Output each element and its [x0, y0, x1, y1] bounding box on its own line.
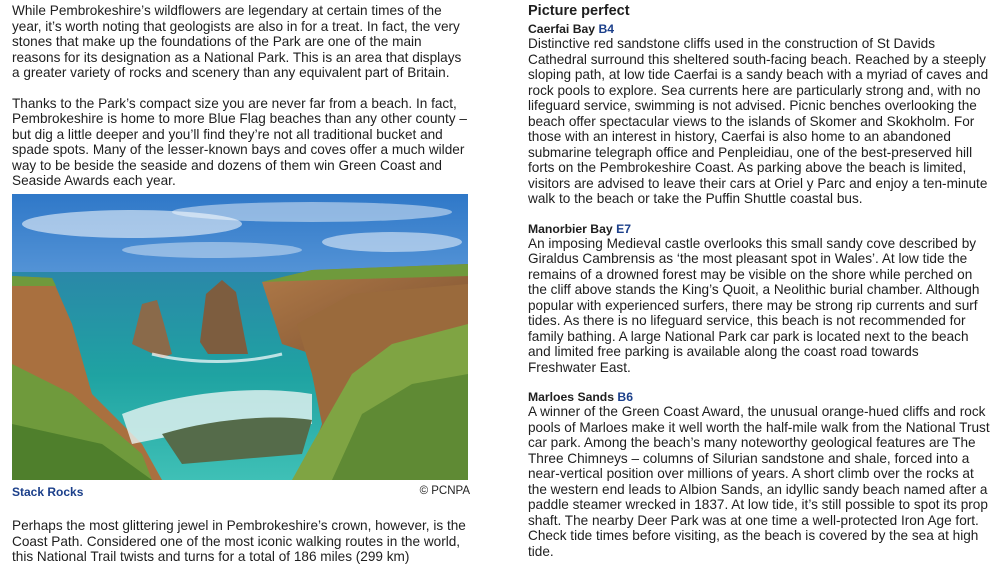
intro-paragraph-geology: While Pembrokeshire’s wildflowers are legendary at certain times of the year, it’s worth noting that geologists are also in for a treat. In fact, the very stones that make up the foundations of the Park are one of the main reasons for its designation as a National Park. This is an area that displays a greater variety of rocks and scenery than any equivalent part of Britain.	[12, 3, 462, 80]
map-grid-ref: B6	[617, 390, 634, 404]
photo-credit: © PCNPA	[419, 485, 470, 497]
beach-heading	[528, 222, 990, 236]
beach-entry-manorbier	[528, 222, 990, 376]
beach-description: A winner of the Green Coast Award, the unusual orange-hued cliffs and rock pools of Marloes make it well worth the half-mile walk from the National Trust car park. Among the beach’s many noteworthy geological features are The Three Chimneys – columns of Silurian sandstone and shale, forced into a near-vertical position over millions of years. A short climb over the rocks at the western end leads to Albion Sands, an idyllic sandy beach named after a paddle steamer wrecked in 1837. At low tide, it’s still possible to spot its prop shaft. The nearby Deer Park was at one time a well-protected Iron Age fort. Check tide times before visiting, as the beach is covered by the sea at high tide.	[528, 404, 990, 559]
beach-entry-caerfai	[528, 22, 990, 207]
beach-heading	[528, 22, 990, 36]
beach-name: Manorbier Bay	[528, 221, 613, 236]
beach-description: Distinctive red sandstone cliffs used in the construction of St Davids Cathedral surround this sheltered south-facing beach. Reached by a steeply sloping path, at low tide Caerfai is a sandy beach with a myriad of caves and rock pools to explore. Sea currents here are particularly strong and, with no lifeguard service, swimming is not advised. Picnic benches overlooking the beach offer spectacular views to the islands of Skomer and Skokholm. For those with an interest in history, Caerfai is also home to an abandoned submarine telegraph office and Penpleidiau, one of the best-preserved hill forts on the Pembrokeshire Coast. As parking above the beach is limited, visitors are advised to leave their cars at Oriel y Parc and enjoy a ten-minute walk to the beach or take the Puffin Shuttle coastal bus.	[528, 36, 989, 206]
photo-caption: Stack Rocks	[12, 485, 84, 499]
left-column	[12, 3, 470, 204]
photo-caption-row	[12, 485, 470, 499]
map-grid-ref: E7	[616, 221, 631, 236]
beach-description: An imposing Medieval castle overlooks this small sandy cove described by Giraldus Cambrensis as ‘the most pleasant spot in Wales’. At low tide the remains of a drowned forest may be visible on the shore while perched on the cliff above stands the King’s Quoit, a Neolithic burial chamber. Although popular with experienced surfers, there may be strong rip currents and surf tides. As there is no lifeguard service, this beach is not recommended for family bathing. A large National Park car park is located next to the beach and limited free parking is available along the coast road towards Freshwater East.	[528, 235, 980, 375]
intro-paragraph-beaches: Thanks to the Park’s compact size you are never far from a beach. In fact, Pembrokeshire is home to more Blue Flag beaches than any other county – but dig a little deeper and you’ll find they’re not all traditional bucket and spade spots. Many of the lesser-known bays and coves offer a much wilder way to be beside the seaside and dozens of them win Green Coast and Seaside Awards each year.	[12, 95, 467, 188]
beach-name: Caerfai Bay	[528, 22, 596, 36]
beach-entry-marloes	[528, 390, 990, 559]
stack-rocks-photo	[12, 194, 468, 480]
right-column	[528, 3, 990, 574]
map-grid-ref: B4	[598, 22, 615, 36]
coast-path-paragraph: Perhaps the most glittering jewel in Pembrokeshire’s crown, however, is the Coast Path. Considered one of the most iconic walking routes in the world, this National Trail twists and turns for a total of 186 miles (299 km)	[12, 518, 466, 564]
beach-heading	[528, 390, 990, 404]
section-title: Picture perfect	[528, 3, 630, 19]
beach-name: Marloes Sands	[528, 390, 615, 404]
coast-path-paragraph-container	[12, 518, 470, 565]
